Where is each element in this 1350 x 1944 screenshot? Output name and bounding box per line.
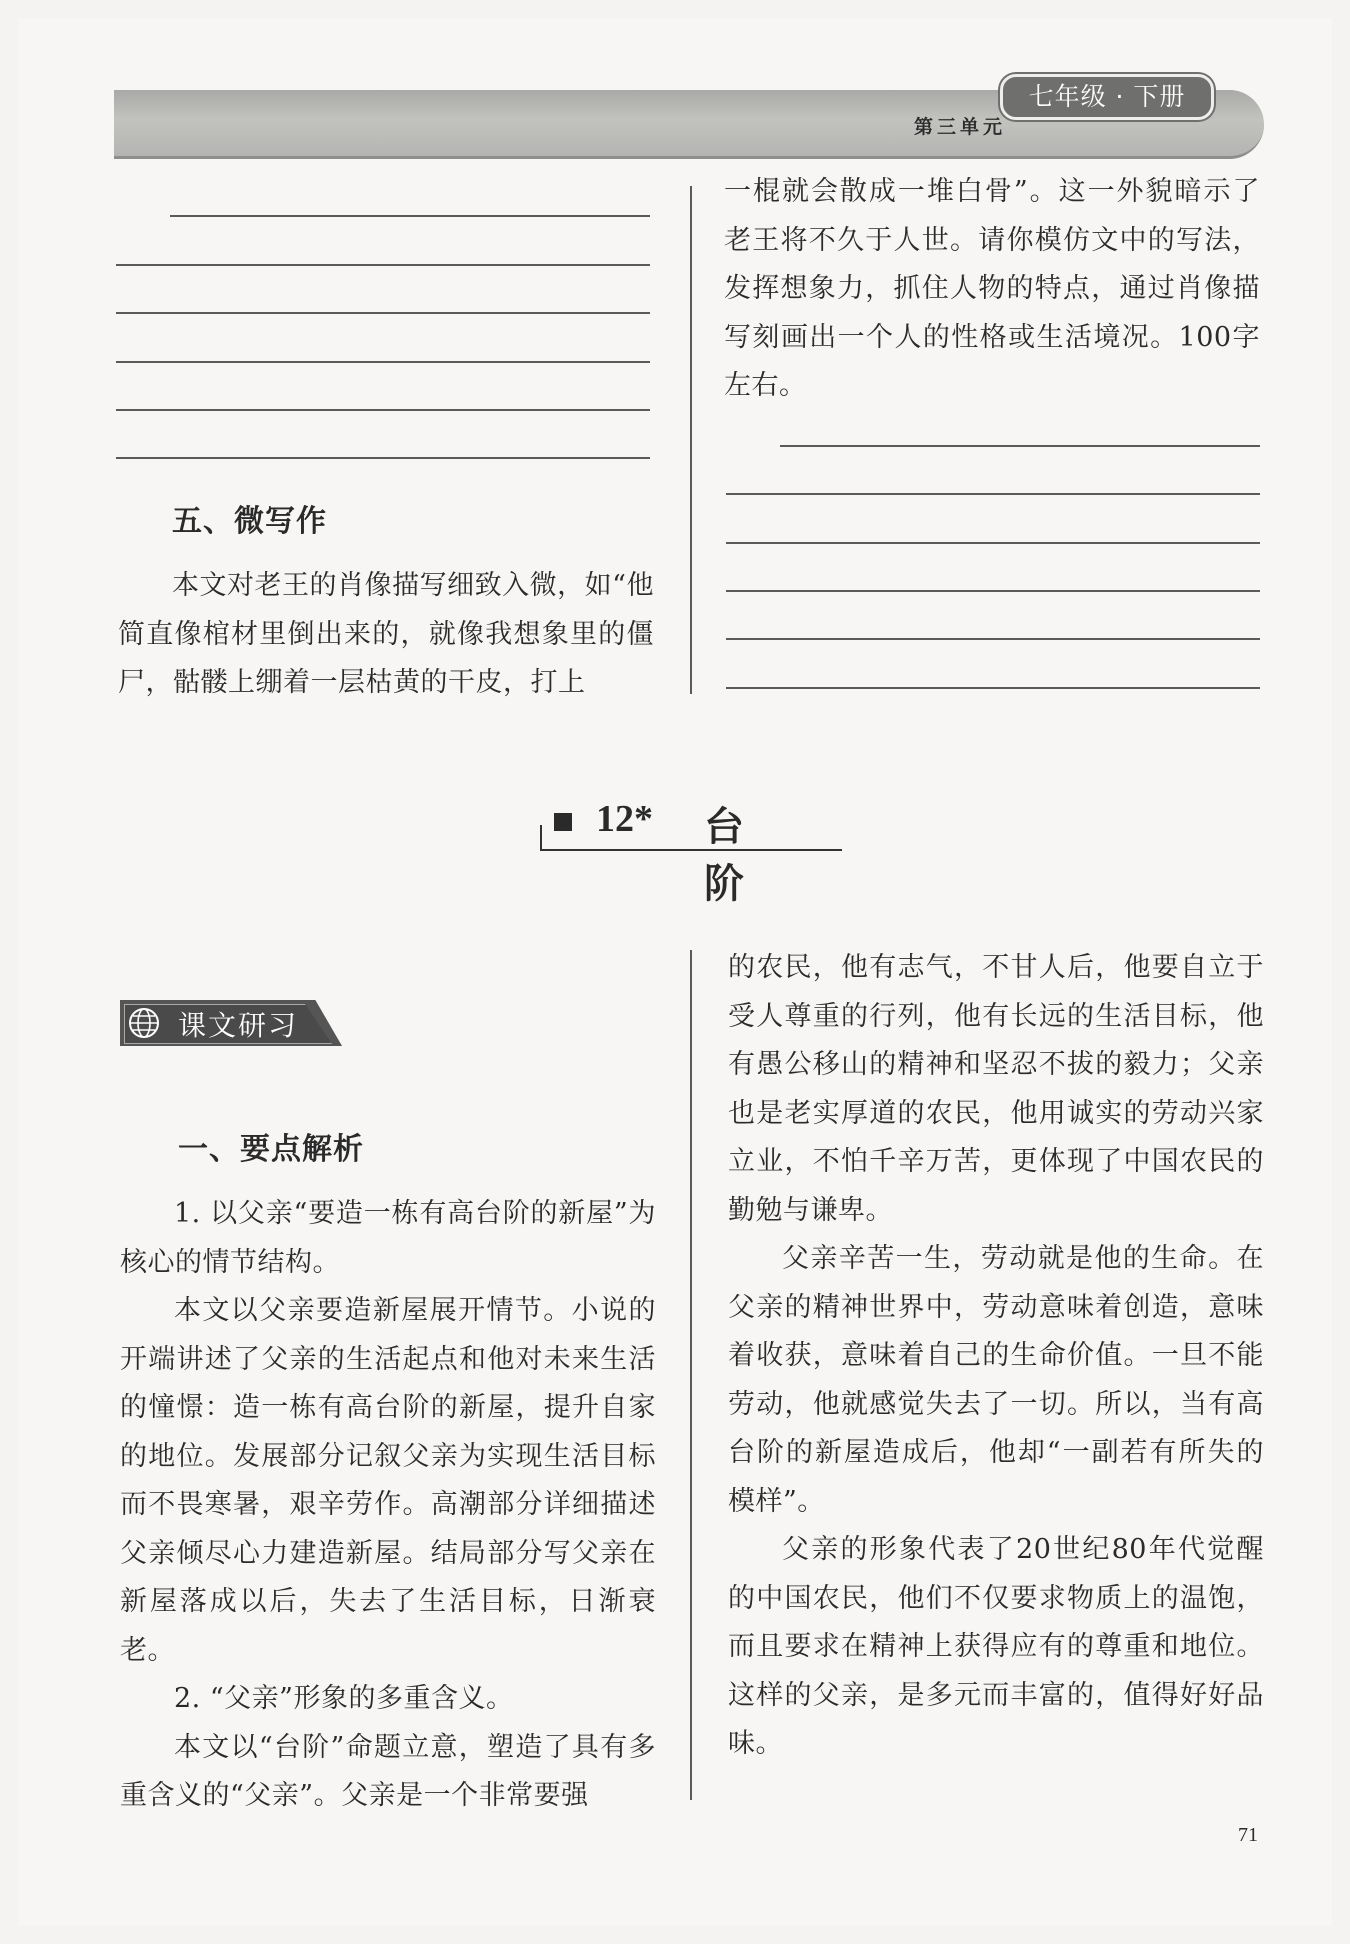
- answer-line: [726, 493, 1260, 495]
- square-bullet-icon: [554, 813, 572, 831]
- lesson-name: 台阶: [704, 803, 774, 907]
- answer-line: [726, 638, 1260, 640]
- lesson-title: [540, 795, 840, 907]
- unit-label: 第三单元: [913, 116, 1006, 138]
- point-1-title: 1. 以父亲“要造一栋有高台阶的新屋”为核心的情节结构。: [120, 1198, 656, 1278]
- answer-line: [116, 264, 650, 266]
- grade-tab: 七年级 · 下册: [1000, 74, 1214, 120]
- column-divider: [690, 186, 692, 694]
- answer-line: [116, 409, 650, 411]
- answer-line: [170, 215, 650, 217]
- answer-line: [726, 542, 1260, 544]
- paragraph: 父亲辛苦一生，劳动就是他的生命。在父亲的精神世界中，劳动意味着创造，意味着收获，意味着自己的生命价值。一旦不能劳动，他就感觉失去了一切。所以，当有高台阶的新屋造成后，他却“一副若有所失的模样”。: [728, 1243, 1264, 1517]
- answer-line: [116, 361, 650, 363]
- key-points-text: [120, 1190, 656, 1821]
- micro-writing-continuation: [724, 168, 1260, 411]
- answer-line: [116, 457, 650, 459]
- paragraph: 父亲的形象代表了20世纪80年代觉醒的中国农民，他们不仅要求物质上的温饱，而且要求在精神上获得应有的尊重和地位。这样的父亲，是多元而丰富的，值得好好品味。: [728, 1534, 1264, 1759]
- globe-icon: [128, 1007, 160, 1039]
- page-number: 71: [1238, 1824, 1258, 1846]
- section-heading-key-points: 一、要点解析: [178, 1132, 364, 1167]
- paragraph: 一棍就会散成一堆白骨”。这一外貌暗示了老王将不久于人世。请你模仿文中的写法，发挥想象力，抓住人物的特点，通过肖像描写刻画出一个人的性格或生活境况。100字左右。: [724, 176, 1260, 401]
- paragraph: 的农民，他有志气，不甘人后，他要自立于受人尊重的行列，他有长远的生活目标，他有愚公移山的精神和坚忍不拔的毅力；父亲也是老实厚道的农民，他用诚实的劳动兴家立业，不怕千辛万苦，更体现了中国农民的勤勉与谦卑。: [728, 952, 1264, 1226]
- paragraph: 本文对老王的肖像描写细致入微，如“他简直像棺材里倒出来的，就像我想象里的僵尸，骷髅上绷着一层枯黄的干皮，打上: [118, 570, 654, 698]
- answer-line: [780, 445, 1260, 447]
- key-points-continuation: [728, 944, 1264, 1769]
- point-2-body: 本文以“台阶”命题立意，塑造了具有多重含义的“父亲”。父亲是一个非常要强: [120, 1731, 656, 1811]
- answer-line: [726, 687, 1260, 689]
- point-2-title: 2. “父亲”形象的多重含义。: [174, 1683, 514, 1714]
- section-heading-micro-writing: 五、微写作: [172, 504, 327, 539]
- lesson-number: 12*: [596, 798, 653, 840]
- micro-writing-paragraph: [118, 562, 654, 708]
- answer-line: [726, 590, 1260, 592]
- answer-line: [116, 312, 650, 314]
- column-divider: [690, 950, 692, 1800]
- point-1-body: 本文以父亲要造新屋展开情节。小说的开端讲述了父亲的生活起点和他对未来生活的憧憬：造一栋有高台阶的新屋，提升自家的地位。发展部分记叙父亲为实现生活目标而不畏寒暑，艰辛劳作。高潮部分详细描述父亲倾尽心力建造新屋。结局部分写父亲在新屋落成以后，失去了生活目标，日渐衰老。: [120, 1295, 656, 1666]
- badge-label: 课文研习: [178, 1009, 299, 1042]
- section-badge: [120, 1000, 342, 1046]
